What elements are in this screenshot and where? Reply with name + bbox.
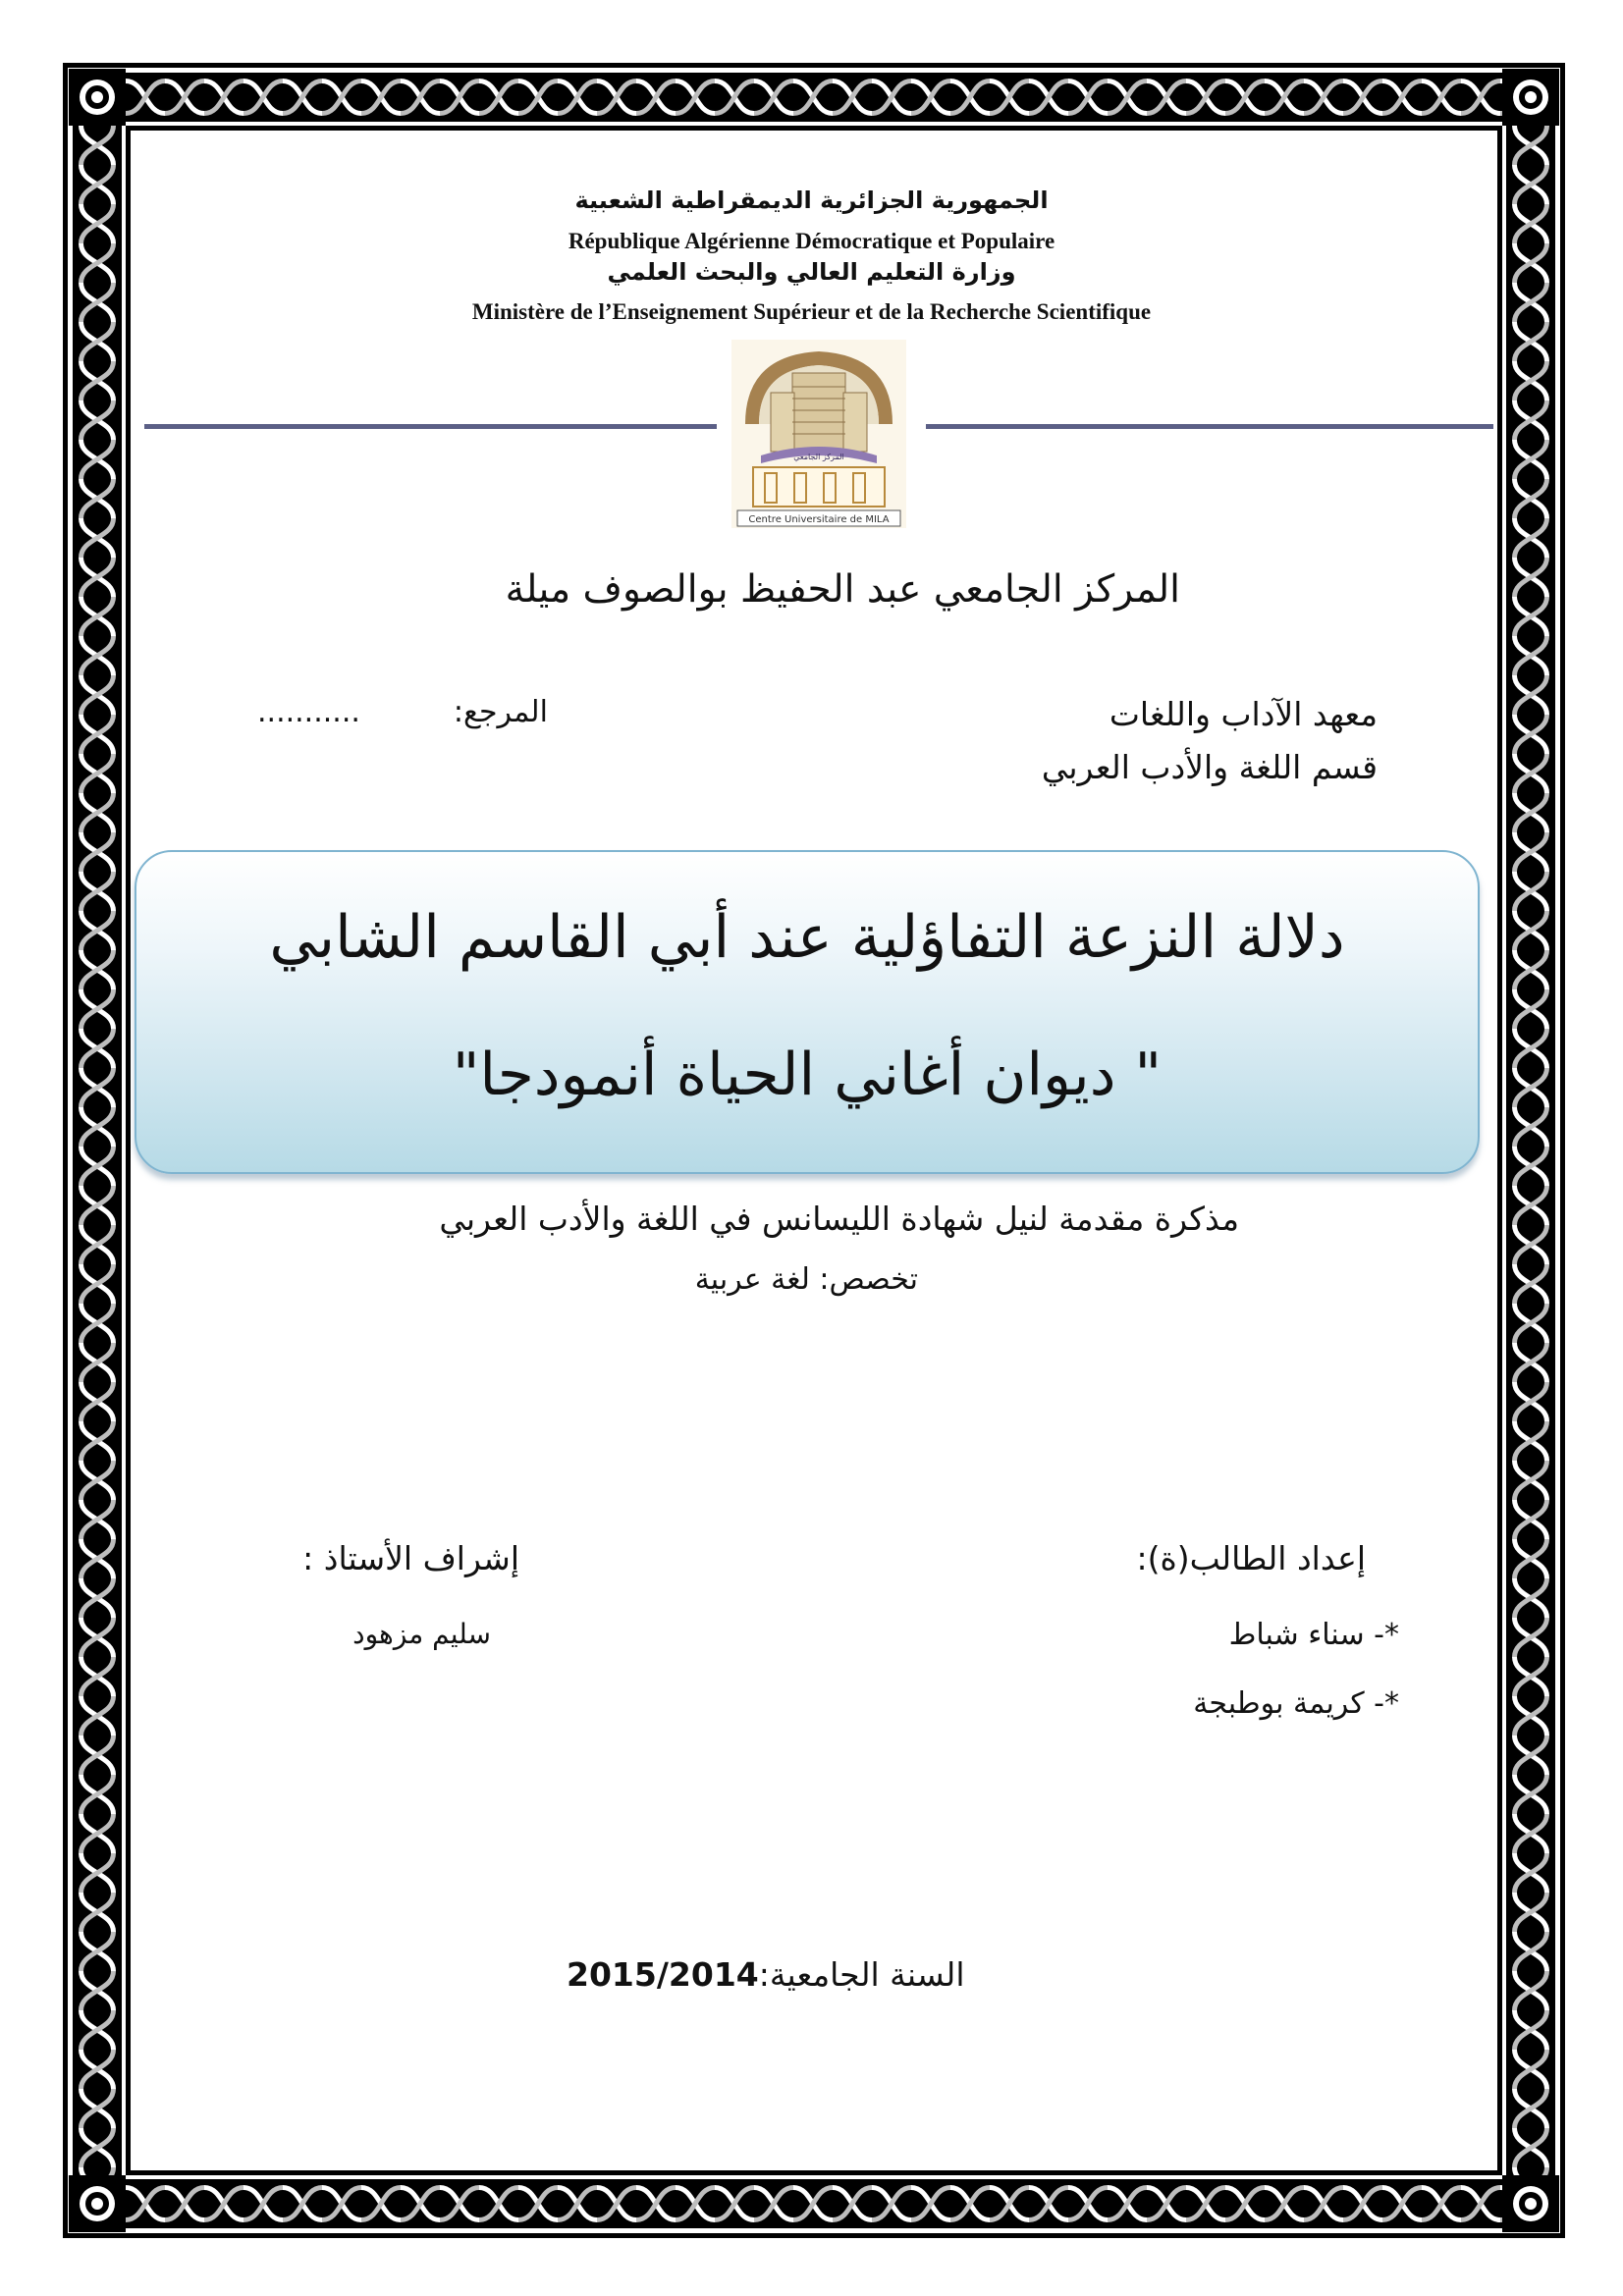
logo-caption: Centre Universitaire de MILA: [748, 514, 890, 525]
institution-name: المركز الجامعي عبد الحفيظ بوالصوف ميلة: [505, 567, 1180, 612]
thesis-title-line-1: دلالة النزعة التفاؤلية عند أبي القاسم الشابي: [269, 903, 1345, 972]
reference-value: ...........: [257, 695, 360, 729]
header-rule-right: [926, 424, 1493, 429]
thesis-title-box: [135, 850, 1480, 1174]
reference-field: [257, 695, 548, 729]
department-name: قسم اللغة والأدب العربي: [1041, 748, 1378, 786]
university-logo-icon: [731, 340, 906, 528]
border-band-left: [73, 126, 122, 2175]
header-arabic-republic: ﺍﻟﺠﻤﻬﻮﺭﻳﺔ ﺍﻟﺠﺰﺍﺋﺮﻳﺔ ﺍﻟﺪﻳﻤﻘﺮﺍﻃﻴﺔ ﺍﻟﺸﻌﺒﻴﺔ: [574, 187, 1049, 214]
supervisor-label: إشراف الأستاذ :: [302, 1539, 519, 1577]
academic-year: [567, 1955, 965, 1994]
student-name: كريمة بوطبجة: [1193, 1686, 1365, 1721]
border-band-bottom: [126, 2179, 1502, 2228]
institute-name: معهد الآداب واللغات: [1109, 695, 1378, 733]
corner-ornament-icon: [1502, 69, 1559, 126]
header-arabic-ministry: ﻭﺯﺍﺭﺓ ﺍﻟﺘﻌﻠﻴﻢ ﺍﻟﻌﺎﻟﻲ ﻭﺍﻟﺒﺤﺚ ﺍﻟﻌﻠﻤﻲ: [607, 258, 1016, 286]
student-item: [1193, 1686, 1399, 1721]
header-rule-left: [144, 424, 717, 429]
student-item: [1229, 1618, 1399, 1652]
academic-year-label: السنة الجامعية:: [758, 1955, 965, 1994]
header-french-ministry: Ministère de l’Enseignement Supérieur et de la Recherche Scientifique: [471, 299, 1152, 324]
bullet-icon: *-: [1374, 1686, 1399, 1721]
border-band-top: [126, 73, 1502, 122]
supervisor-name: سليم مزهود: [352, 1618, 491, 1650]
student-name: سناء شباط: [1228, 1618, 1365, 1652]
bullet-icon: *-: [1374, 1618, 1399, 1652]
thesis-title-line-2: " ديوان أغاني الحياة أنمودجا": [452, 1041, 1163, 1109]
corner-ornament-icon: [69, 2175, 126, 2232]
reference-label: المرجع:: [453, 695, 548, 729]
academic-year-value: 2015/2014: [567, 1955, 759, 1994]
degree-statement: مذكرة مقدمة لنيل شهادة الليسانس في اللغة والأدب العربي: [439, 1200, 1239, 1238]
header-french-republic: République Algérienne Démocratique et Populaire: [568, 229, 1055, 253]
students-label: إعداد الطالب(ة):: [1136, 1539, 1366, 1577]
svg-text:المركز الجامعي: المركز الجامعي: [793, 453, 844, 461]
specialty: تخصص: لغة عربية: [694, 1262, 918, 1297]
corner-ornament-icon: [69, 69, 126, 126]
corner-ornament-icon: [1502, 2175, 1559, 2232]
border-band-right: [1506, 126, 1555, 2175]
